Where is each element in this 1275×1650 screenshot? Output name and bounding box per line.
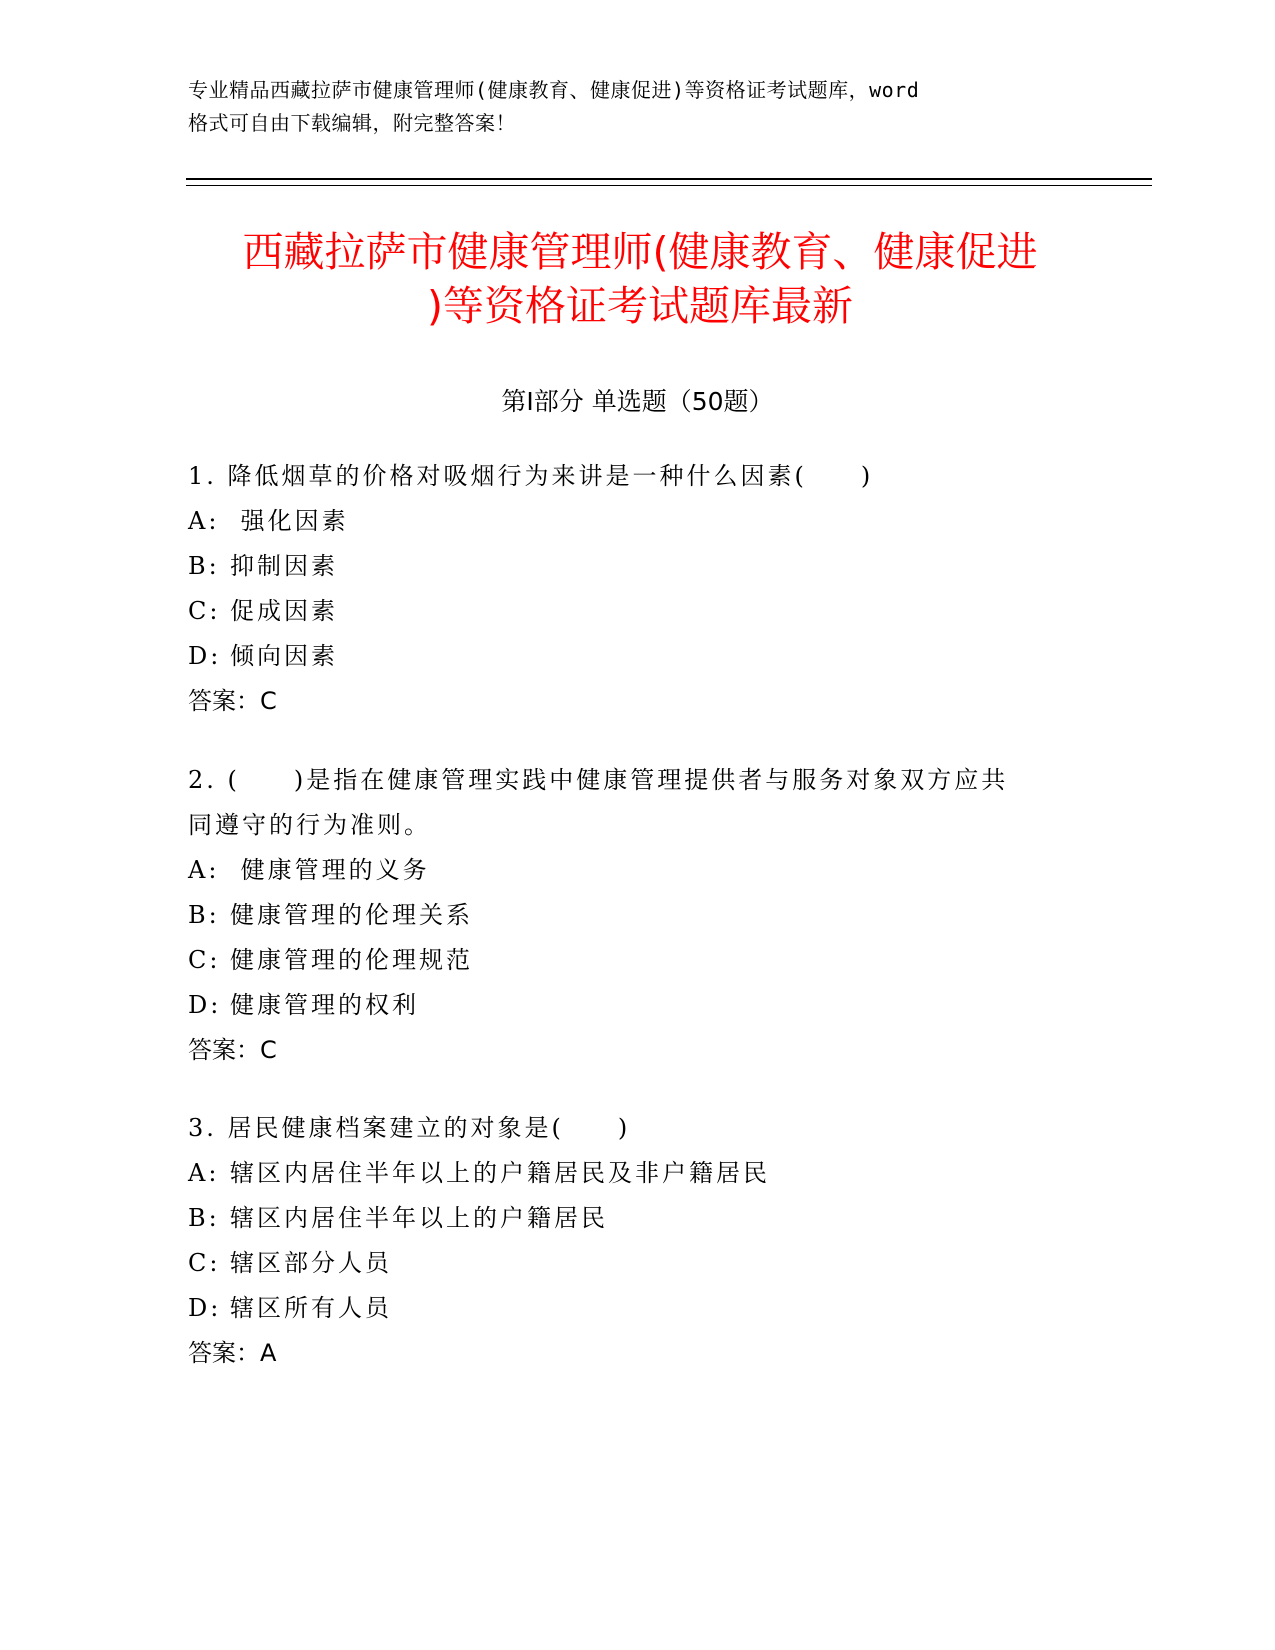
option-c [188,1241,1088,1286]
option-text: 辖区内居住半年以上的户籍居民 [230,1204,608,1232]
intro-line: 格式可自由下载编辑，附完整答案！ [188,111,516,135]
document-title [180,225,1100,333]
option-letter: B: [188,1204,220,1232]
option-d [188,634,1088,679]
option-text: 健康管理的义务 [230,856,430,884]
question-text: 3. 居民健康档案建立的对象是( ) [188,1114,631,1142]
option-letter: B: [188,901,220,929]
option-text: 健康管理的权利 [230,991,419,1019]
option-letter: C: [188,597,221,625]
section-title: 第Ⅰ部分 单选题（50题） [501,387,774,416]
option-text: 抑制因素 [230,552,338,580]
option-a [188,848,1088,893]
option-d [188,983,1088,1028]
option-text: 辖区部分人员 [230,1249,392,1277]
answer-text: 答案：A [188,1339,277,1367]
option-letter: A: [188,856,220,884]
option-letter: D: [188,1294,222,1322]
title-line: )等资格证考试题库最新 [427,282,853,330]
option-text: 健康管理的伦理规范 [230,946,473,974]
option-a [188,1151,1088,1196]
intro-line: 专业精品西藏拉萨市健康管理师(健康教育、健康促进)等资格证考试题库，word [188,78,920,102]
question-text: 2. ( )是指在健康管理实践中健康管理提供者与服务对象双方应共 [188,766,1009,794]
intro-text [188,74,1068,140]
option-letter: A: [188,507,220,535]
title-line: 西藏拉萨市健康管理师(健康教育、健康促进 [242,228,1038,276]
answer-text: 答案：C [188,1036,277,1064]
option-a [188,499,1088,544]
question-text: 1. 降低烟草的价格对吸烟行为来讲是一种什么因素( ) [188,462,874,490]
option-b [188,544,1088,589]
option-text: 强化因素 [230,507,349,535]
question-1 [188,454,1088,724]
question-2 [188,758,1088,1073]
option-letter: D: [188,991,222,1019]
header-divider-thin [186,185,1152,186]
option-letter: C: [188,1249,221,1277]
option-d [188,1286,1088,1331]
option-text: 辖区内居住半年以上的户籍居民及非户籍居民 [230,1159,770,1187]
option-b [188,893,1088,938]
option-b [188,1196,1088,1241]
option-letter: D: [188,642,222,670]
option-text: 促成因素 [230,597,338,625]
question-3 [188,1106,1088,1376]
option-letter: C: [188,946,221,974]
option-text: 健康管理的伦理关系 [230,901,473,929]
option-text: 倾向因素 [230,642,338,670]
option-c [188,589,1088,634]
option-text: 辖区所有人员 [230,1294,392,1322]
option-letter: B: [188,552,220,580]
question-text: 同遵守的行为准则。 [188,811,431,839]
answer-text: 答案：C [188,687,277,715]
option-c [188,938,1088,983]
option-letter: A: [188,1159,220,1187]
header-divider [186,178,1152,180]
